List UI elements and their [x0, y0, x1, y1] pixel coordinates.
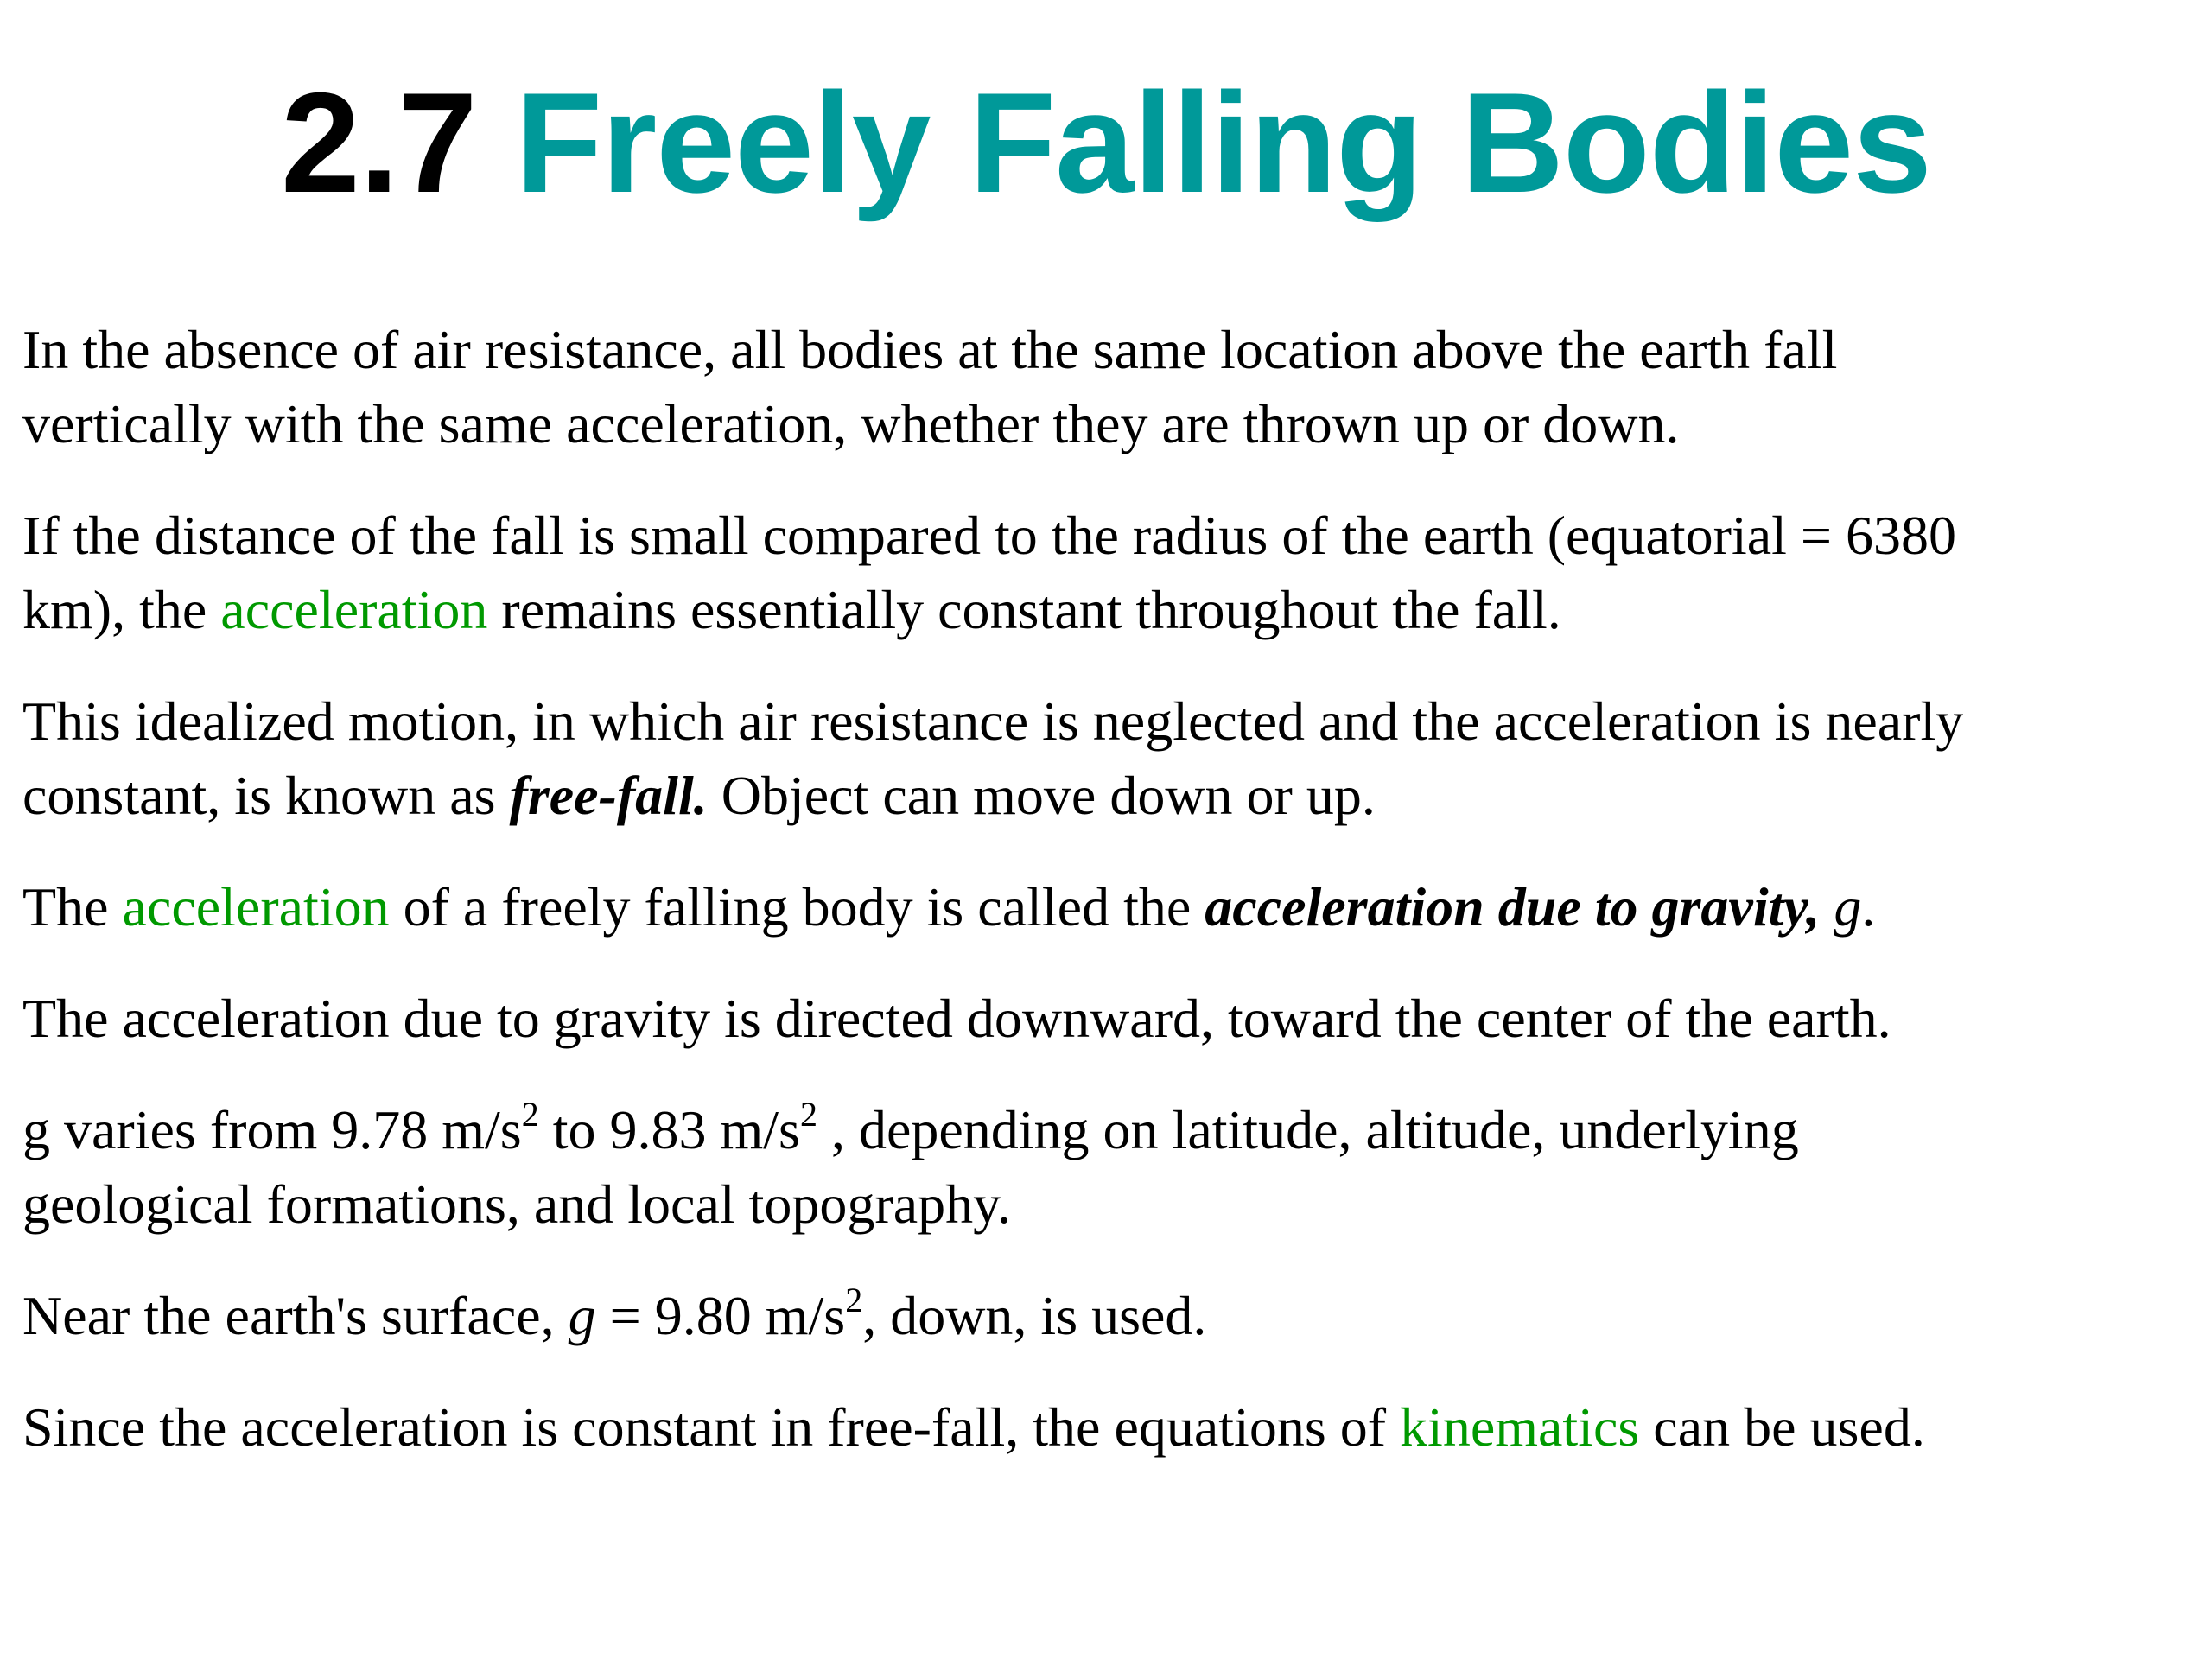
text-line	[22, 1093, 2200, 1167]
text-segment: constant, is known as	[22, 765, 496, 826]
text-line: geological formations, and local topography.	[22, 1173, 1011, 1235]
text-line	[22, 1279, 2200, 1353]
text-line: vertically with the same acceleration, whether they are thrown up or down.	[22, 393, 1680, 454]
gravity-term: acceleration due to gravity,	[1205, 876, 1821, 938]
g-symbol: g	[1834, 876, 1862, 938]
paragraph-free-fall	[22, 684, 2200, 833]
text-segment: of a freely falling body is called the	[403, 876, 1192, 938]
superscript: 2	[799, 1095, 817, 1134]
free-fall-term: free-fall.	[509, 765, 708, 826]
text-line	[22, 573, 2200, 647]
text-segment: Since the acceleration is constant in free-fall, the equations of	[22, 1396, 1387, 1458]
text-segment: to 9.83 m/s	[538, 1099, 800, 1160]
text-segment: .	[1861, 876, 1876, 938]
text-line: In the absence of air resistance, all bodies at the same location above the earth fall	[22, 319, 1838, 380]
g-symbol: g	[568, 1285, 596, 1346]
superscript: 2	[845, 1281, 863, 1319]
title-text: Freely Falling Bodies	[515, 63, 1931, 222]
text-segment: can be used.	[1653, 1396, 1925, 1458]
text-line: The acceleration due to gravity is directed downward, toward the center of the earth.	[22, 988, 1891, 1049]
text-segment: , depending on latitude, altitude, underlying	[817, 1099, 1799, 1160]
text-segment: remains essentially constant throughout the fall.	[501, 579, 1561, 640]
acceleration-term: acceleration	[220, 579, 488, 640]
paragraph-g-range	[22, 1093, 2200, 1242]
text-segment: , down, is used.	[862, 1285, 1207, 1346]
paragraph-kinematics	[22, 1390, 2200, 1465]
kinematics-term: kinematics	[1400, 1396, 1640, 1458]
paragraph-constant-acceleration	[22, 499, 2200, 647]
text-line	[22, 1390, 2200, 1465]
text-segment: Object can move down or up.	[721, 765, 1376, 826]
text-segment: Near the earth's surface,	[22, 1285, 555, 1346]
superscript: 2	[521, 1095, 539, 1134]
text-segment: The	[22, 876, 109, 938]
text-segment: km), the	[22, 579, 207, 640]
slide-body	[22, 313, 2200, 1502]
text-line: If the distance of the fall is small compared to the radius of the earth (equatorial = 6380	[22, 505, 1956, 566]
paragraph-gravity-definition	[22, 870, 2200, 944]
text-segment: g varies from 9.78 m/s	[22, 1099, 522, 1160]
acceleration-term: acceleration	[122, 876, 390, 938]
text-line	[22, 759, 2200, 833]
paragraph-air-resistance	[22, 313, 2200, 461]
title-section-number: 2.7	[281, 63, 477, 222]
text-segment: = 9.80 m/s	[595, 1285, 846, 1346]
text-line	[22, 870, 2200, 944]
slide-title	[0, 65, 2212, 220]
paragraph-gravity-direction	[22, 982, 2200, 1056]
paragraph-g-value	[22, 1279, 2200, 1353]
text-line: This idealized motion, in which air resistance is neglected and the acceleration is nearly	[22, 690, 1964, 752]
